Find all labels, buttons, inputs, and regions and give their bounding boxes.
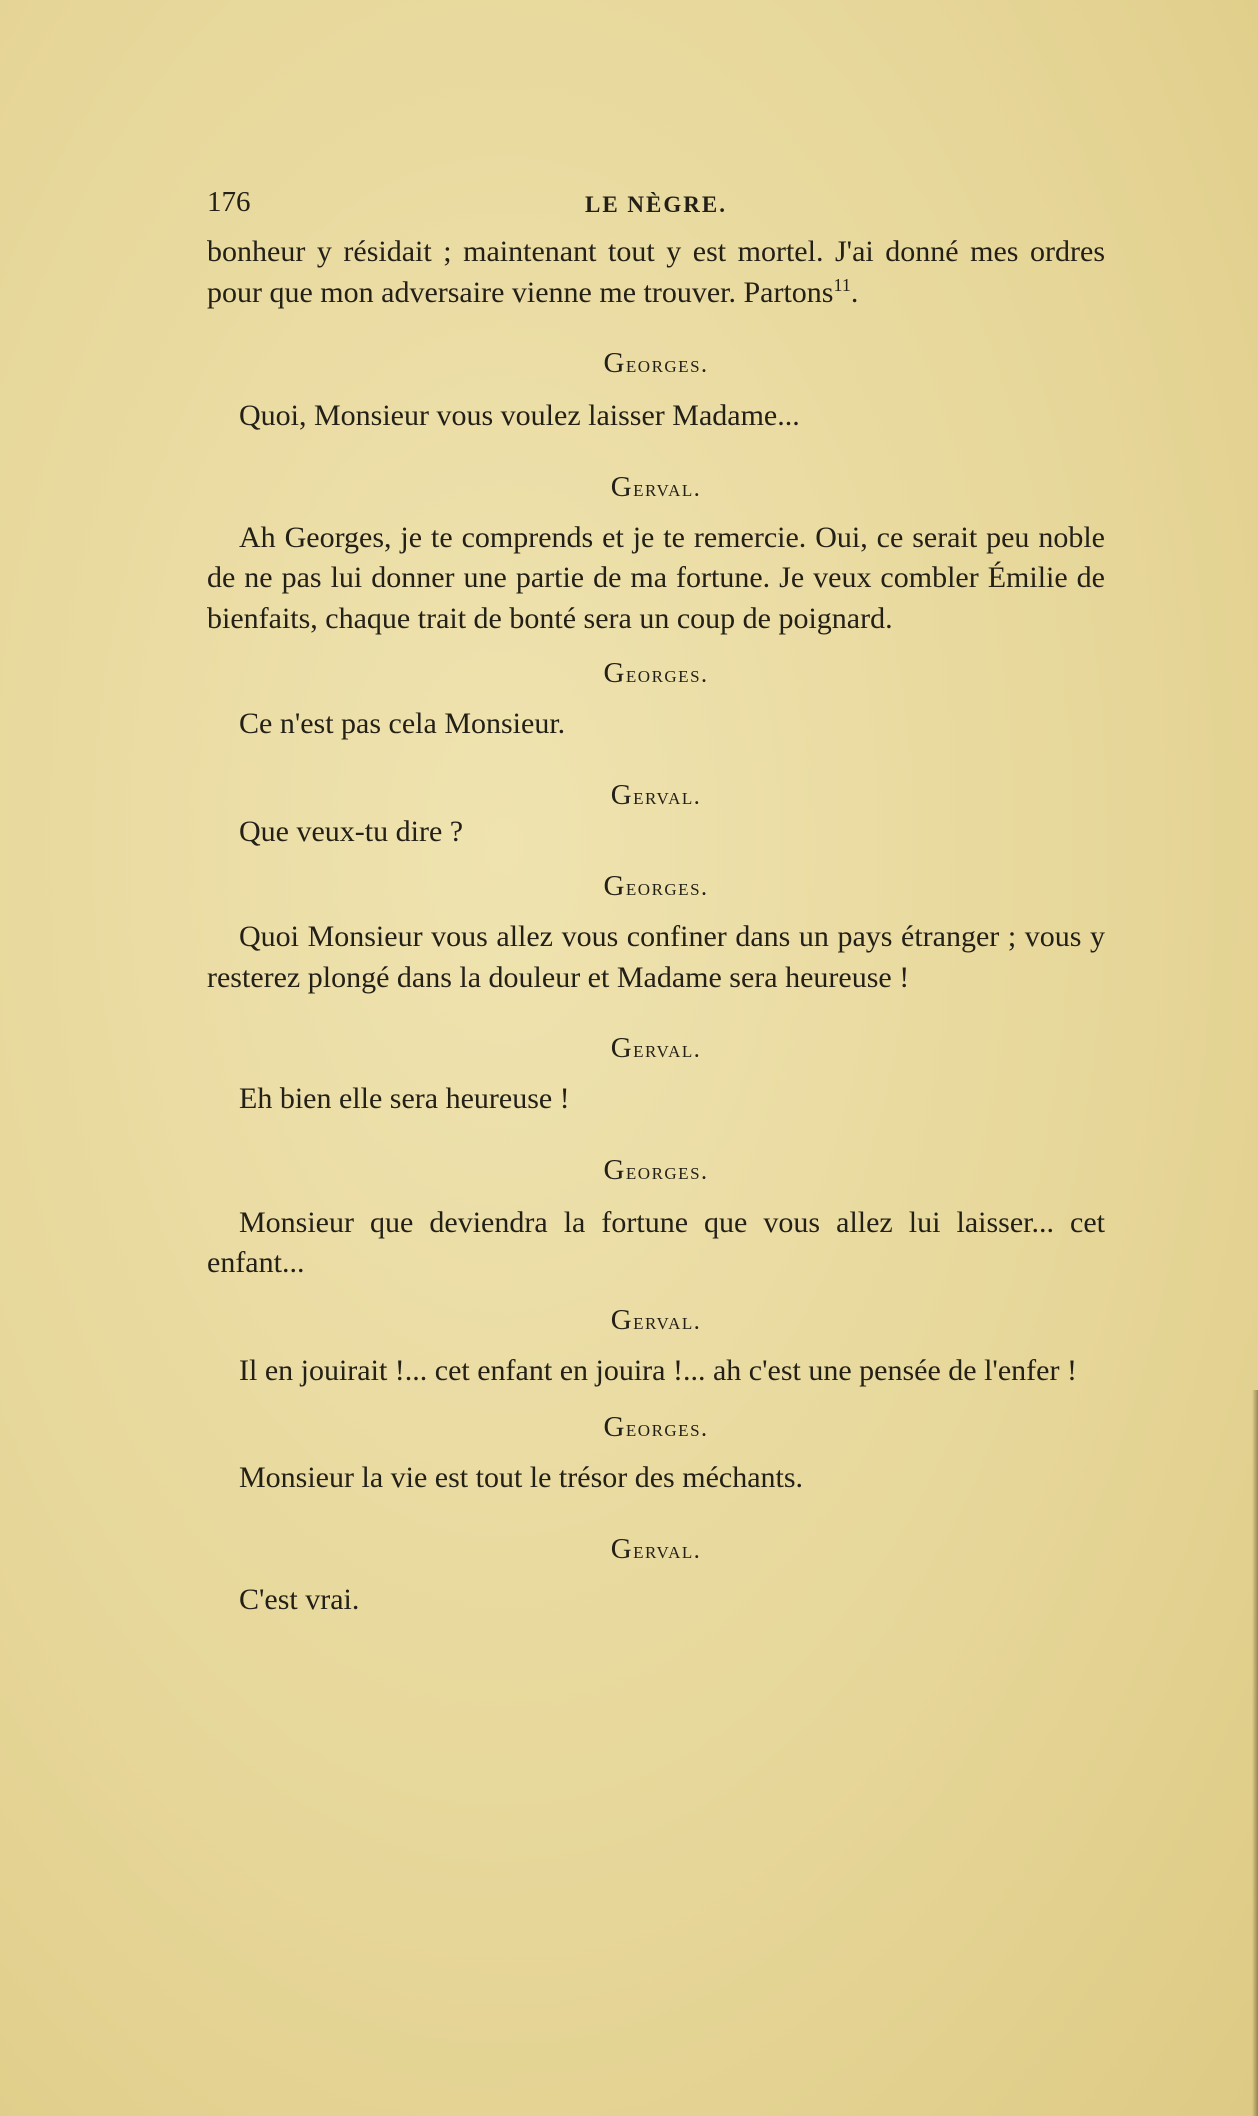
dialogue-line: Quoi, Monsieur vous voulez laisser Madame...: [239, 399, 800, 432]
dialogue-line: Eh bien elle sera heureuse !: [239, 1082, 570, 1115]
dialogue-line: Que veux-tu dire ?: [239, 814, 464, 848]
dialogue-line: Monsieur la vie est tout le trésor des méchants.: [239, 1461, 804, 1494]
page-header: [207, 186, 1105, 226]
footnote-reference: 11: [833, 274, 851, 295]
speaker-name: Georges.: [603, 870, 709, 902]
dialogue-line: C'est vrai.: [239, 1582, 360, 1616]
speaker-name: Georges.: [603, 657, 709, 689]
speaker-name: Georges.: [603, 1411, 709, 1443]
speaker-name: Gerval.: [610, 778, 702, 811]
speaker-name: Georges.: [603, 1153, 709, 1186]
dialogue-line: Quoi Monsieur vous allez vous confiner dans un pays étranger ; vous y resterez plongé dans la douleur et Madame sera heureuse !: [207, 920, 1105, 994]
speaker-name: Gerval.: [610, 1032, 702, 1064]
speaker-name: Georges.: [603, 347, 709, 379]
page-body: [207, 232, 1105, 1620]
dialogue-line: Monsieur que deviendra la fortune que vous allez lui laisser... cet enfant...: [207, 1205, 1105, 1279]
speaker-name: Gerval.: [610, 1303, 702, 1336]
running-title: LE NÈGRE.: [585, 192, 727, 217]
dialogue-line: Ah Georges, je te comprends et je te remercie. Oui, ce serait peu noble de ne pas lui donner une partie de ma fortune. Je veux combler Émilie de bienfaits, chaque trait de bonté sera un coup de poignard.: [207, 520, 1105, 635]
speaker-name: Gerval.: [610, 470, 702, 503]
dialogue-line: bonheur y résidait ; maintenant tout y est mortel. J'ai donné mes ordres pour que mon adversaire vienne me trouver. Partons$^{11}$.: [207, 235, 1105, 309]
dialogue-line: Ce n'est pas cela Monsieur.: [239, 707, 566, 740]
speaker-name: Gerval.: [610, 1532, 702, 1565]
page-edge-shadow: [1252, 1390, 1258, 2116]
page-number: 176: [207, 186, 251, 218]
dialogue-line: Il en jouirait !... cet enfant en jouira !... ah c'est une pensée de l'enfer !: [239, 1353, 1077, 1387]
